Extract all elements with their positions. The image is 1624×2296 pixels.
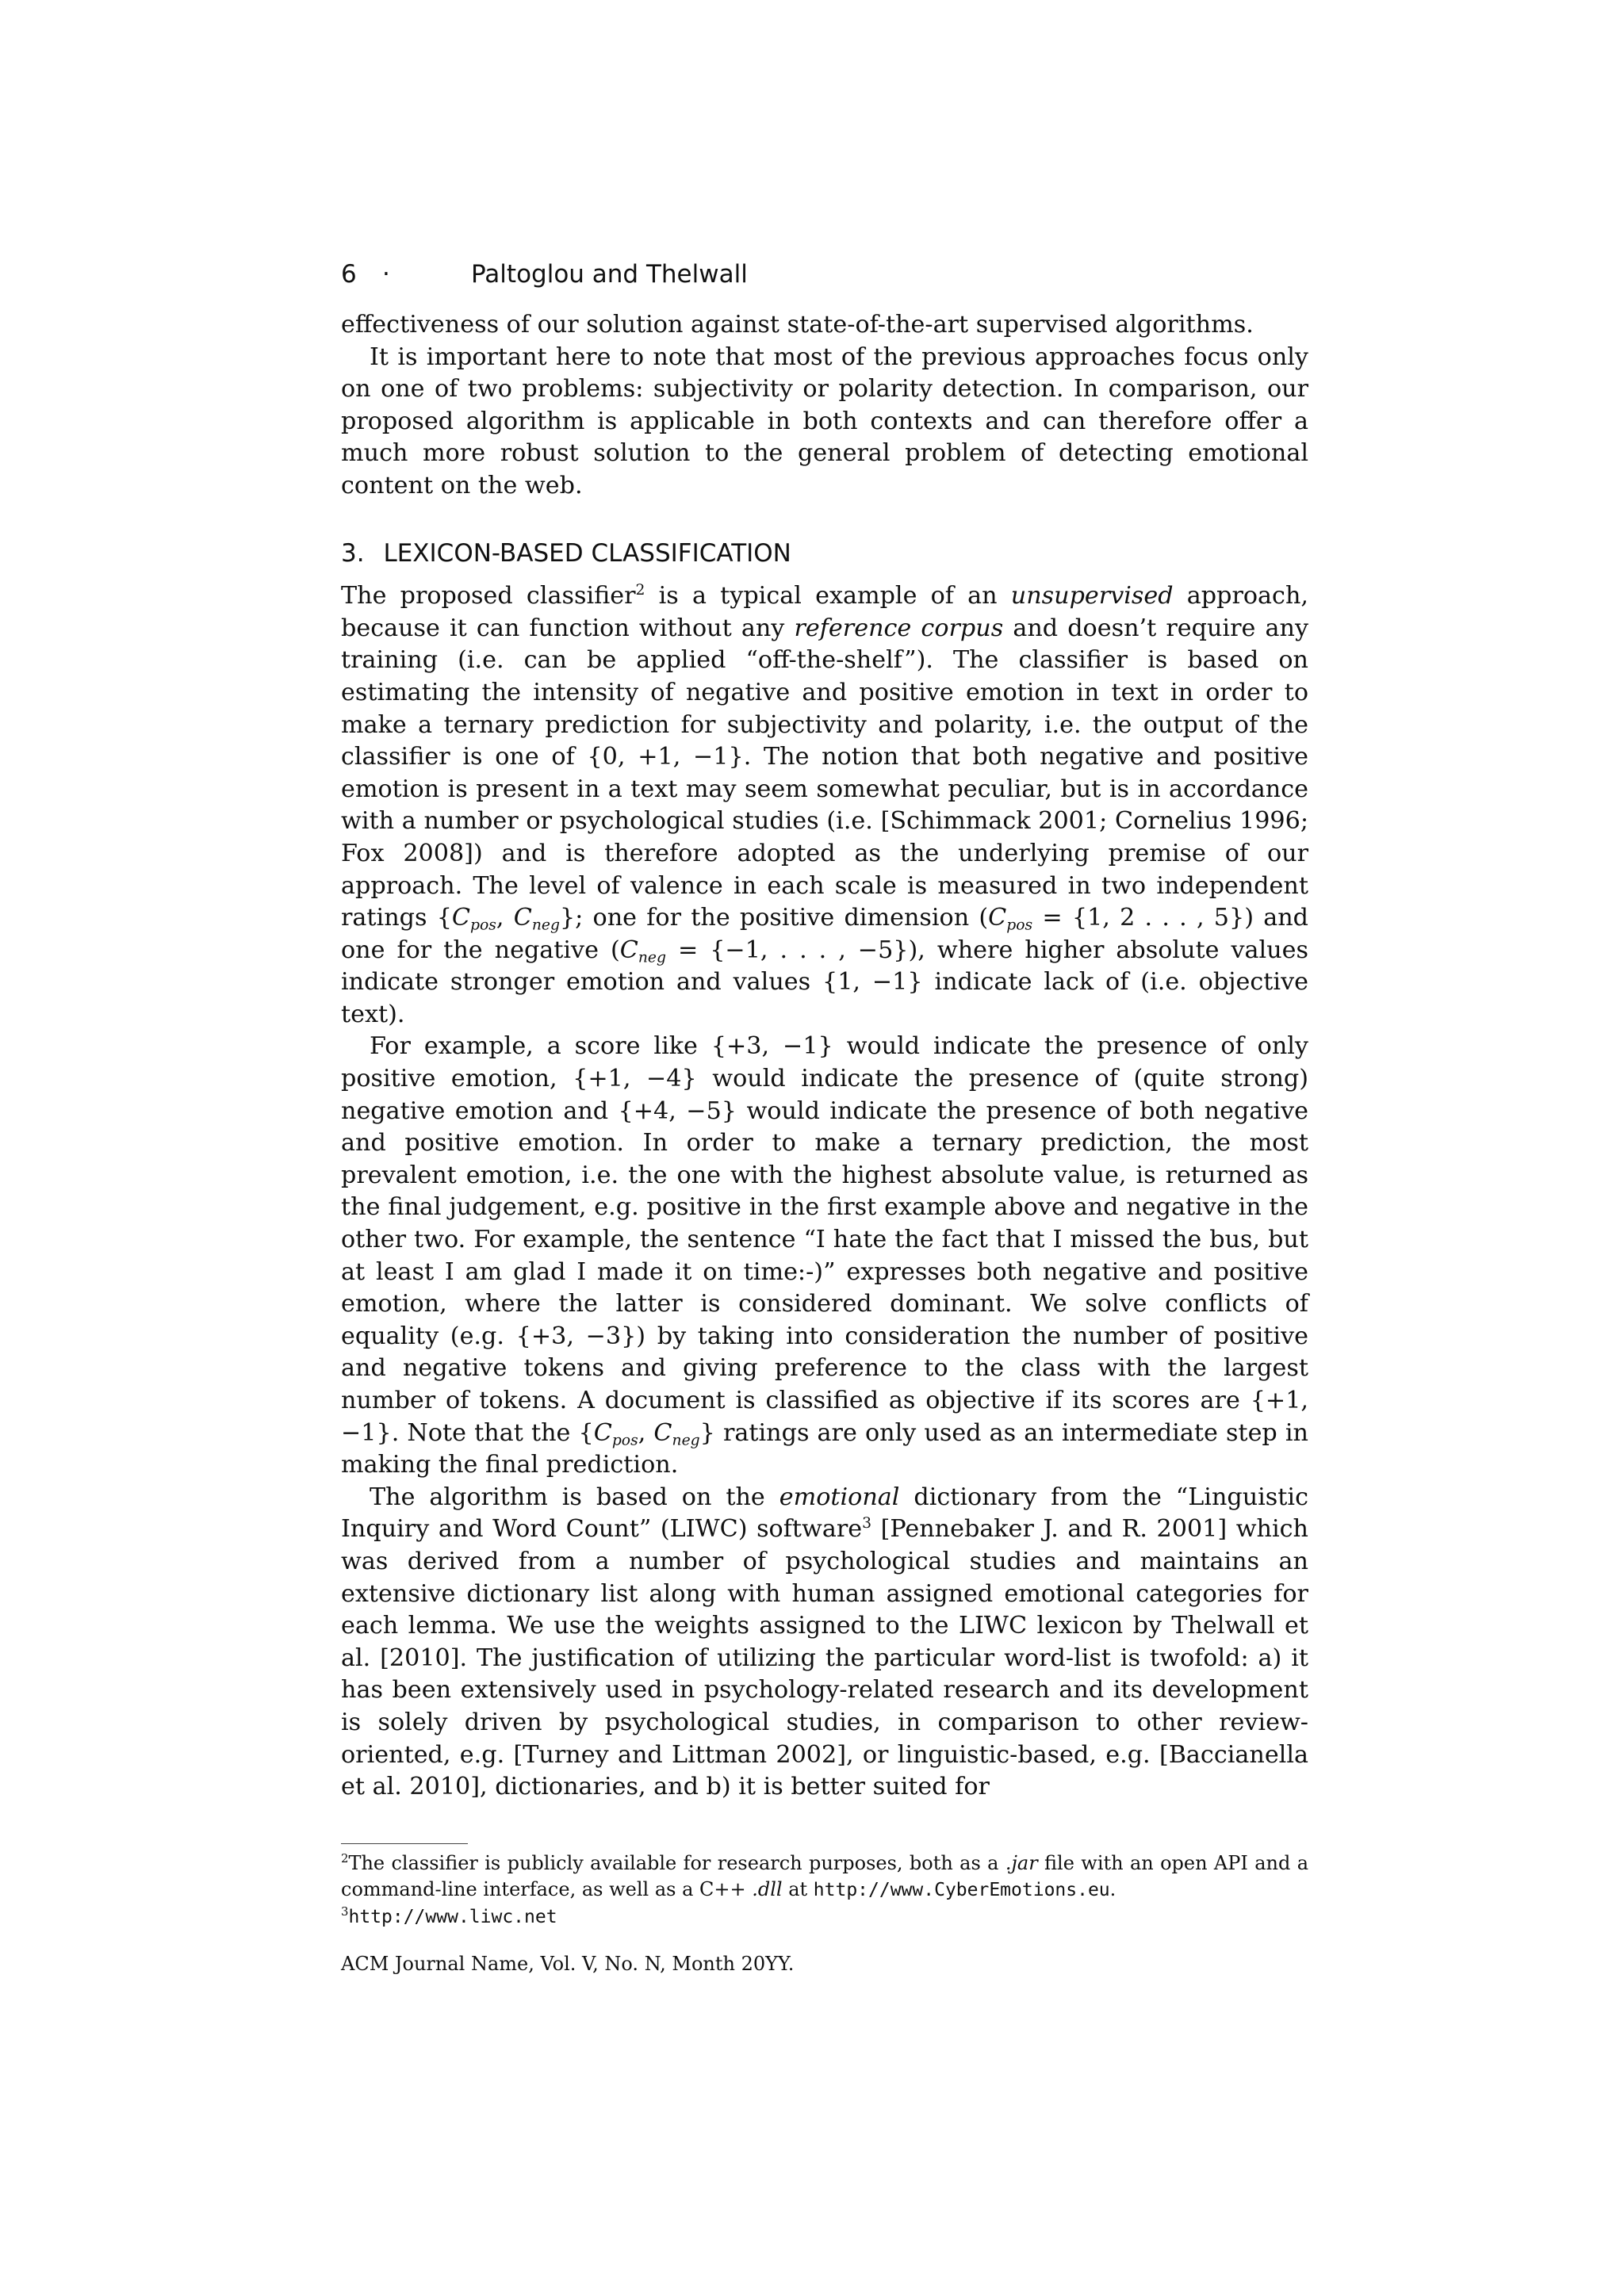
header-bullet: · (382, 260, 390, 289)
running-head (341, 254, 1308, 295)
section-number: 3. (341, 538, 365, 568)
paragraph-previous-approaches: It is important here to note that most of the previous approaches focus only on one of two problems: subjectivity or polarity detection. In comparison, our proposed algorithm is applicable in both contexts and can therefore offer a much more robust solution to the general problem of detecting emotional content on the web. (341, 342, 1308, 499)
footnote-3: $^3$http://www.liwc.net (341, 1904, 557, 1927)
paragraph-example: For example, a score like {+3, −1} would indicate the presence of only positive emotion, {+1, −4} would indicate the presence of (quite strong) negative emotion and {+4, −5} would indicate the presence of both negative and positive emotion. In order to make a ternary prediction, the most prevalent emotion, i.e. the one with the highest absolute value, is returned as the final judgement, e.g. positive in the first example above and negative in the other two. For example, the sentence “I hate the fact that I missed the bus, but at least I am glad I made it on time:-)” expresses both negative and positive emotion, where the latter is considered dominant. We solve conflicts of equality (e.g. {+3, −3}) by taking into consideration the number of positive and negative tokens and giving preference to the class with the largest number of tokens. A document is classified as objective if its scores are {+1, −1}. Note that the {$C_{pos}$, $C_{neg}$} ratings are only used as an intermediate step in making the final prediction. (341, 1032, 1308, 1479)
paragraph-classifier: The proposed classifier$^2$ is a typical example of an unsupervised approach, because it can function without any reference corpus and doesn’t require any training (i.e. can be applied “off-the-shelf”). The classifier is based on estimating the intensity of negative and positive emotion in text in order to make a ternary prediction for subjectivity and polarity, i.e. the output of the classifier is one of {0, +1, −1}. The notion that both negative and positive emotion is present in a text may seem somewhat peculiar, but is in accordance with a number or psychological studies (i.e. [Schimmack 2001; Cornelius 1996; Fox 2008]) and is therefore adopted as the underlying premise of our approach. The level of valence in each scale is measured in two independent ratings {$C_{pos}$, $C_{neg}$}; one for the positive dimension ($C_{pos} = \{1$, 2 . . . , 5}) and one for the negative ($C_{neg} = \{-1$, . . . , −5}), where higher absolute values indicate stronger emotion and values {1, −1} indicate lack of (i.e. objective text). (341, 581, 1308, 1028)
body-text (341, 309, 1308, 1804)
journal-footer: ACM Journal Name, Vol. V, No. N, Month 20YY. (341, 1952, 795, 1975)
page-number: 6 (341, 260, 357, 289)
cyberemotions-link[interactable]: http://www.CyberEmotions.eu (813, 1879, 1110, 1900)
header-authors: Paltoglou and Thelwall (471, 260, 748, 289)
footnotes (341, 1850, 1308, 1931)
paragraph-algorithm: The algorithm is based on the emotional dictionary from the “Linguistic Inquiry and Word Count” (LIWC) software$^3$ [Pennebaker J. and R. 2001] which was derived from a number of psychological studies and maintains an extensive dictionary list along with human assigned emotional categories for each lemma. We use the weights assigned to the LIWC lexicon by Thelwall et al. [2010]. The justification of utilizing the particular word-list is twofold: a) it has been extensively used in psychology-related research and its development is solely driven by psychological studies, in comparison to other review-oriented, e.g. [Turney and Littman 2002], or linguistic-based, e.g. [Baccianella et al. 2010], dictionaries, and b) it is better suited for (341, 1483, 1308, 1801)
footnote-ref-3[interactable]: 3 (862, 1515, 872, 1533)
footnote-2: $^2$The classifier is publicly available for research purposes, both as a .jar file with an open API and a command-line interface, as well as a C++ .dll at http://www.CyberEmotions.eu. (341, 1850, 1309, 1900)
footnote-divider (341, 1843, 468, 1844)
page (341, 254, 1308, 1975)
section-title: LEXICON-BASED CLASSIFICATION (383, 538, 791, 568)
paragraph-continued: effectiveness of our solution against state-of-the-art supervised algorithms. (341, 311, 1254, 339)
liwc-link[interactable]: http://www.liwc.net (348, 1906, 557, 1927)
footnote-ref-2[interactable]: 2 (635, 581, 645, 599)
section-heading (341, 538, 1308, 570)
